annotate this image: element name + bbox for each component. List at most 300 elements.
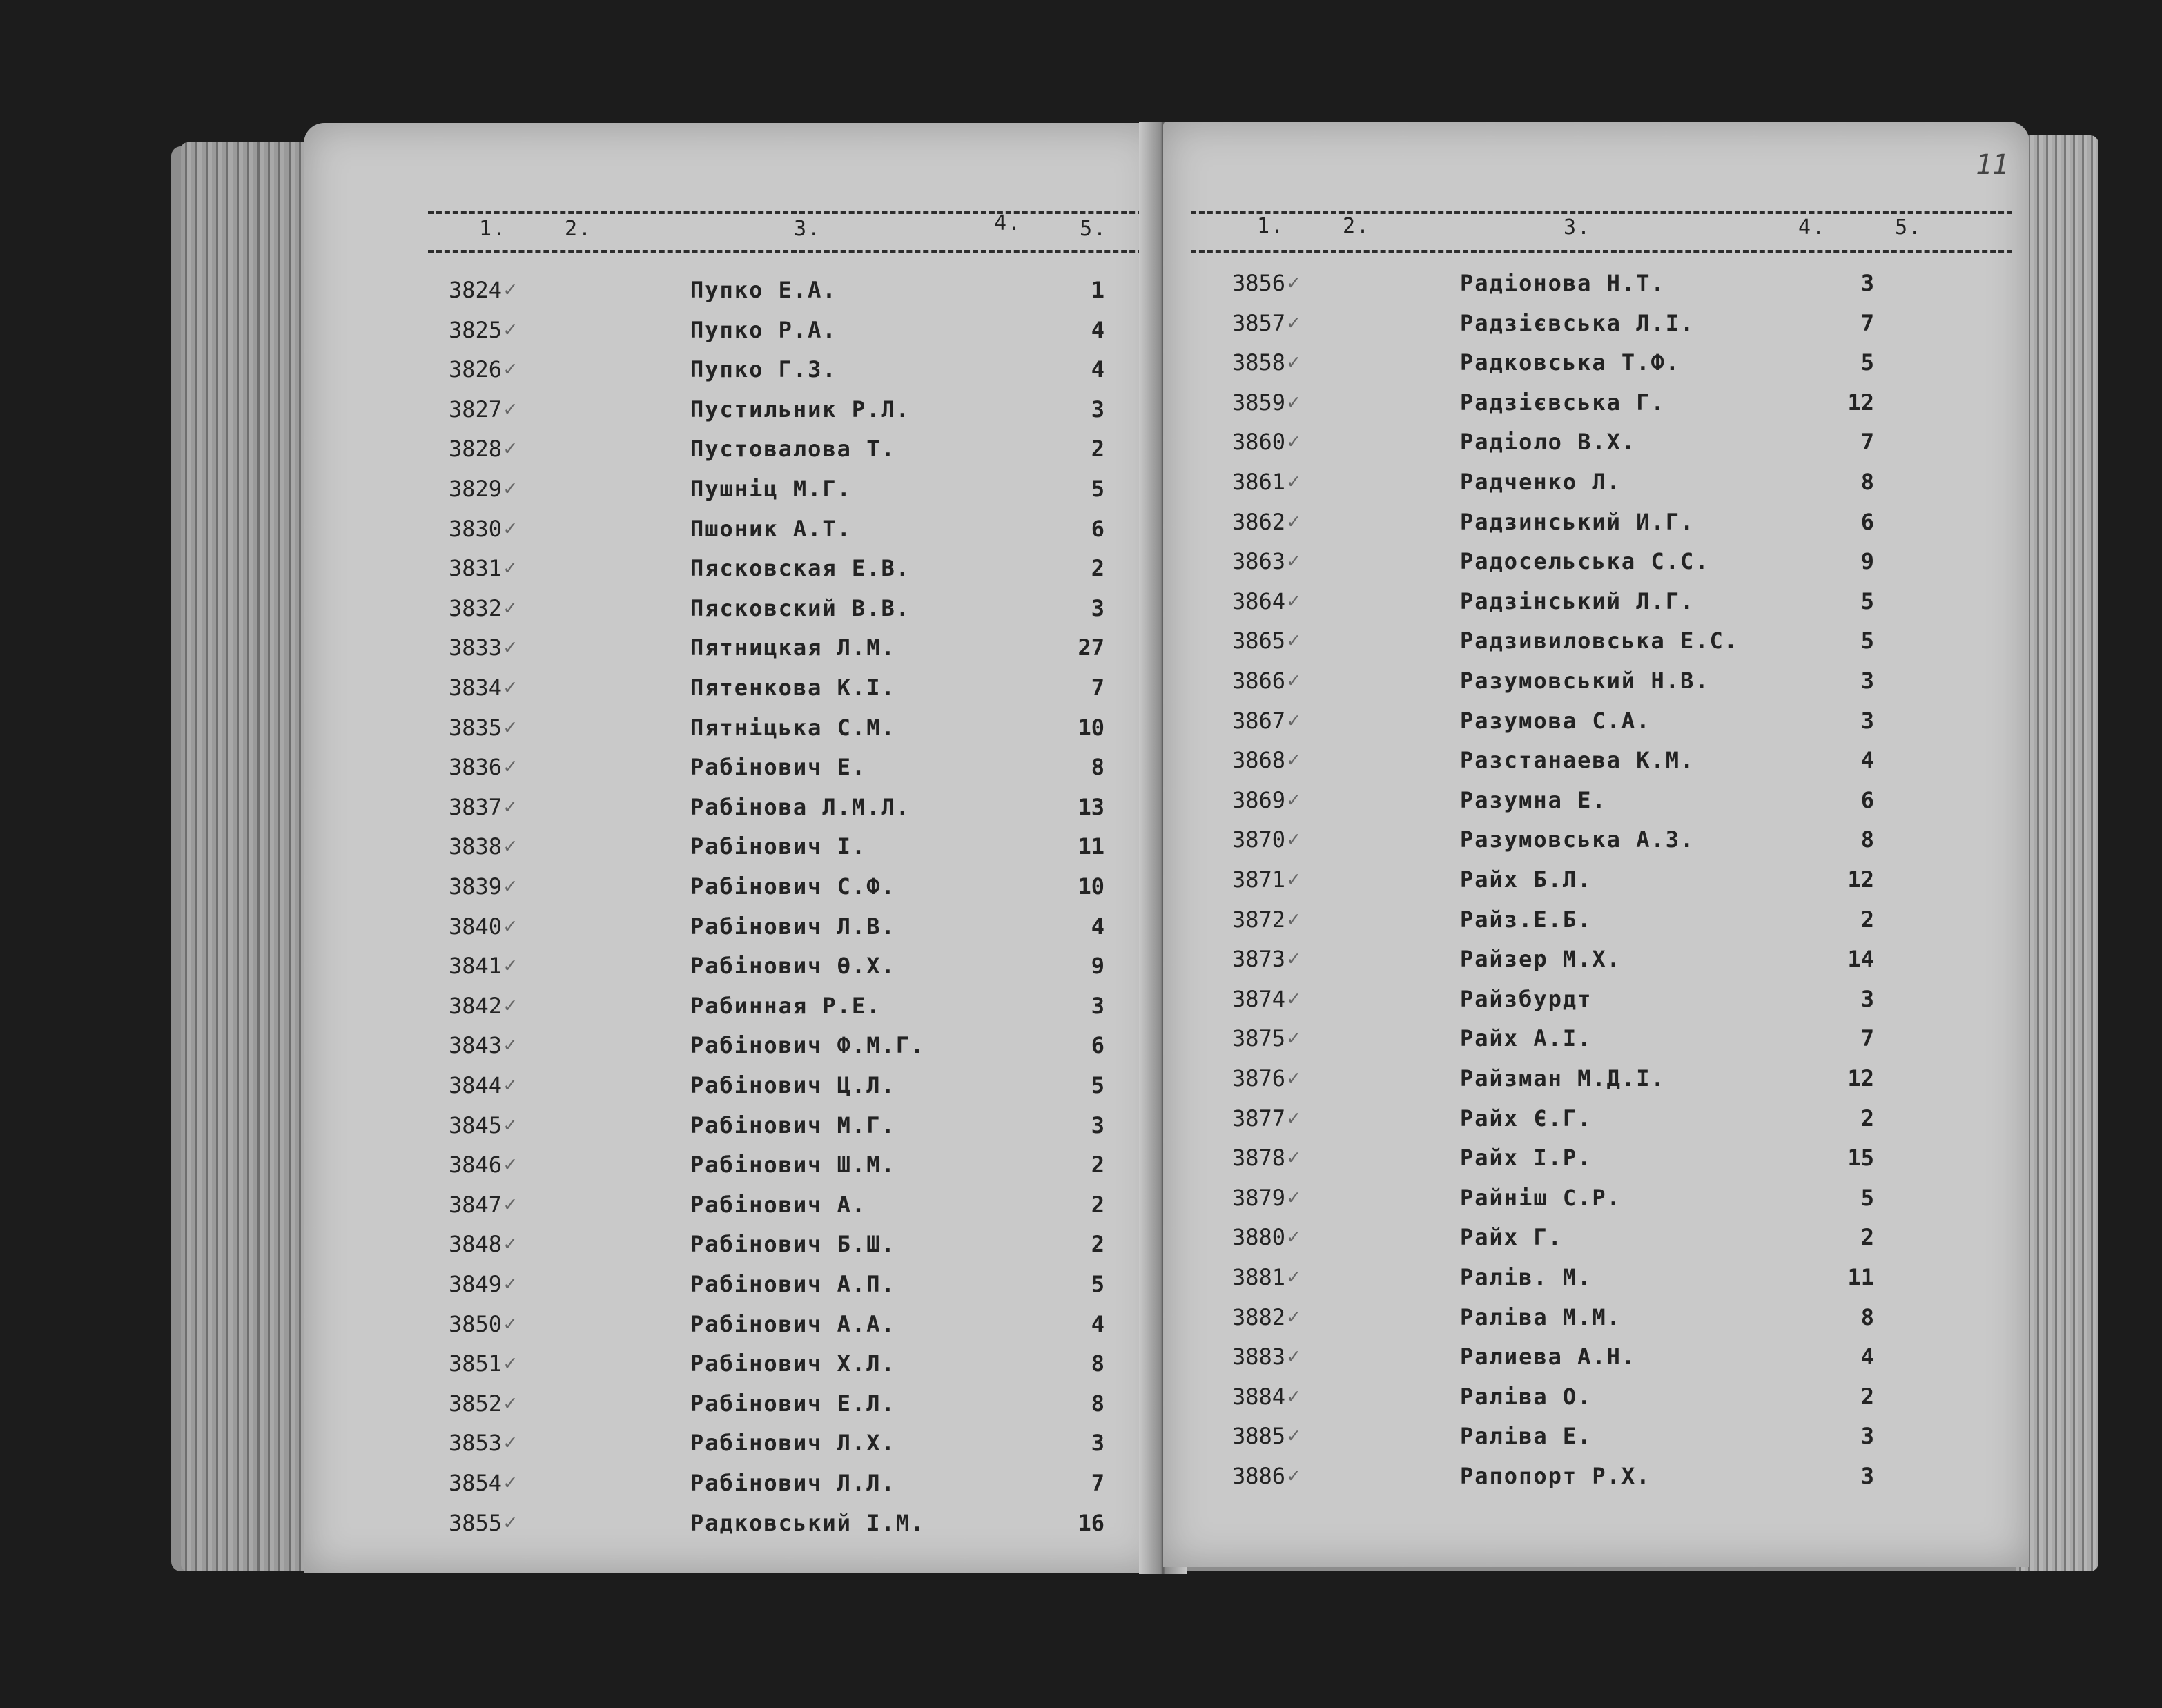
- entry-value: 13: [1078, 793, 1104, 820]
- entry-value: 6: [1091, 1032, 1104, 1059]
- entry-name: Раліва Е.: [1460, 1423, 1593, 1450]
- entry-row: [1163, 826, 2029, 864]
- entry-number: 3861: [1232, 469, 1286, 495]
- check-mark-icon: ✓: [1287, 429, 1301, 454]
- check-mark-icon: ✓: [504, 1351, 517, 1376]
- entry-name: Рабінович Б.Ш.: [690, 1231, 896, 1258]
- check-mark-icon: ✓: [1287, 1344, 1301, 1369]
- entry-number: 3867: [1232, 707, 1286, 734]
- entry-row: [304, 316, 1160, 355]
- entry-row: [304, 1151, 1160, 1190]
- entry-row: [304, 753, 1160, 792]
- entry-row: [304, 952, 1160, 991]
- entry-name: Радзієвська Л.І.: [1460, 309, 1695, 336]
- entry-value: 6: [1860, 786, 1874, 813]
- entry-value: 4: [1860, 747, 1874, 774]
- entry-name: Разумна Е.: [1460, 786, 1607, 813]
- entry-name: Разстанаева К.М.: [1460, 747, 1695, 774]
- entry-value: 15: [1847, 1145, 1874, 1172]
- entry-name: Раліва О.: [1460, 1383, 1593, 1410]
- entry-number: 3827: [449, 396, 503, 423]
- check-mark-icon: ✓: [504, 317, 517, 342]
- check-mark-icon: ✓: [504, 834, 517, 859]
- check-mark-icon: ✓: [1287, 867, 1301, 891]
- check-mark-icon: ✓: [1287, 1026, 1301, 1051]
- entry-name: Рабінович А.П.: [690, 1271, 896, 1297]
- entry-number: 3828: [449, 436, 503, 463]
- entry-row: [1163, 1383, 2029, 1421]
- check-mark-icon: ✓: [1287, 708, 1301, 732]
- entry-row: [1163, 588, 2029, 626]
- entry-name: Раліва М.М.: [1460, 1303, 1622, 1330]
- entry-name: Рабінович Е.: [690, 754, 867, 781]
- entry-number: 3857: [1232, 309, 1286, 336]
- entry-value: 4: [1091, 913, 1104, 940]
- entry-number: 3873: [1232, 946, 1286, 973]
- entry-value: 3: [1091, 594, 1104, 621]
- entry-row: [304, 1509, 1160, 1548]
- entry-name: Пясковская Е.В.: [690, 555, 910, 582]
- entry-value: 2: [1860, 1105, 1874, 1132]
- entry-name: Радзинський И.Г.: [1460, 508, 1695, 535]
- entry-row: [1163, 945, 2029, 984]
- entry-name: Радченко Л.: [1460, 469, 1622, 495]
- entry-number: 3855: [449, 1509, 503, 1536]
- entry-number: 3839: [449, 873, 503, 900]
- entry-name: Ралів. М.: [1460, 1264, 1593, 1290]
- entry-value: 7: [1860, 1025, 1874, 1052]
- check-mark-icon: ✓: [504, 1192, 517, 1216]
- check-mark-icon: ✓: [1287, 1145, 1301, 1170]
- check-mark-icon: ✓: [504, 913, 517, 938]
- entry-number: 3880: [1232, 1224, 1286, 1251]
- check-mark-icon: ✓: [1287, 271, 1301, 295]
- left-page: [304, 123, 1160, 1573]
- header-col-2-right: 2.: [1343, 214, 1371, 238]
- entry-value: 9: [1091, 953, 1104, 980]
- entry-row: [304, 594, 1160, 633]
- entry-number: 3872: [1232, 906, 1286, 933]
- entry-row: [304, 992, 1160, 1031]
- entry-row: [1163, 746, 2029, 785]
- entry-name: Рабінович Е.Л.: [690, 1390, 896, 1417]
- entry-row: [304, 1071, 1160, 1110]
- check-mark-icon: ✓: [1287, 1424, 1301, 1448]
- entry-value: 5: [1860, 628, 1874, 654]
- check-mark-icon: ✓: [504, 396, 517, 421]
- entry-value: 1: [1091, 277, 1104, 303]
- check-mark-icon: ✓: [1287, 628, 1301, 653]
- entry-name: Рабінович Ф.М.Г.: [690, 1032, 926, 1059]
- entry-value: 7: [1091, 675, 1104, 701]
- right-page: [1163, 122, 2029, 1567]
- entry-name: Рабінова Л.М.Л.: [690, 793, 910, 820]
- entry-row: [304, 913, 1160, 951]
- entry-name: Райх Б.Л.: [1460, 866, 1593, 893]
- entry-name: Рабінович Л.В.: [690, 913, 896, 940]
- entry-number: 3876: [1232, 1065, 1286, 1091]
- entry-number: 3865: [1232, 628, 1286, 654]
- entry-value: 9: [1860, 548, 1874, 575]
- entry-value: 7: [1860, 429, 1874, 456]
- entry-number: 3831: [449, 555, 503, 582]
- check-mark-icon: ✓: [1287, 1464, 1301, 1488]
- entry-value: 11: [1078, 833, 1104, 860]
- entry-name: Рабінович М.Г.: [690, 1112, 896, 1138]
- entry-row: [1163, 1263, 2029, 1302]
- entry-value: 12: [1847, 1065, 1874, 1091]
- entry-name: Радіонова Н.Т.: [1460, 270, 1666, 296]
- entry-number: 3844: [449, 1072, 503, 1098]
- entry-value: 12: [1847, 866, 1874, 893]
- entry-name: Райх А.І.: [1460, 1025, 1593, 1052]
- entry-number: 3866: [1232, 668, 1286, 694]
- entry-number: 3884: [1232, 1383, 1286, 1410]
- entry-row: [304, 1429, 1160, 1468]
- entry-name: Пупко Г.З.: [690, 356, 837, 383]
- header-col-5-right: 5.: [1895, 215, 1923, 240]
- check-mark-icon: ✓: [1287, 1384, 1301, 1408]
- check-mark-icon: ✓: [1287, 906, 1301, 931]
- entry-value: 3: [1860, 707, 1874, 734]
- entry-row: [1163, 389, 2029, 427]
- entry-value: 7: [1091, 1470, 1104, 1496]
- entry-value: 2: [1091, 1191, 1104, 1218]
- entry-name: Пясковский В.В.: [690, 594, 910, 621]
- check-mark-icon: ✓: [1287, 1225, 1301, 1250]
- entry-name: Пшоник А.Т.: [690, 515, 852, 542]
- entry-number: 3836: [449, 754, 503, 781]
- entry-name: Пушніц М.Г.: [690, 476, 852, 502]
- entry-row: [1163, 1144, 2029, 1183]
- check-mark-icon: ✓: [504, 675, 517, 699]
- entry-number: 3885: [1232, 1423, 1286, 1450]
- entry-value: 11: [1847, 1264, 1874, 1290]
- entry-value: 14: [1847, 946, 1874, 973]
- entry-value: 5: [1091, 1072, 1104, 1098]
- entry-row: [304, 1191, 1160, 1230]
- check-mark-icon: ✓: [504, 1311, 517, 1336]
- entry-number: 3862: [1232, 508, 1286, 535]
- entry-name: Райніш С.Р.: [1460, 1184, 1622, 1211]
- entry-number: 3843: [449, 1032, 503, 1059]
- entry-value: 3: [1860, 668, 1874, 694]
- entry-number: 3835: [449, 714, 503, 741]
- entry-value: 3: [1860, 1423, 1874, 1450]
- entry-number: 3850: [449, 1310, 503, 1337]
- check-mark-icon: ✓: [1287, 350, 1301, 375]
- check-mark-icon: ✓: [504, 556, 517, 581]
- entry-name: Радковська Т.Ф.: [1460, 349, 1680, 376]
- entry-name: Рапопорт Р.Х.: [1460, 1463, 1651, 1489]
- entry-name: Райзер М.Х.: [1460, 946, 1622, 973]
- check-mark-icon: ✓: [504, 516, 517, 541]
- entry-row: [304, 674, 1160, 712]
- entry-row: [1163, 349, 2029, 387]
- entry-name: Райх І.Р.: [1460, 1145, 1593, 1172]
- entry-name: Рабінович І.: [690, 833, 867, 860]
- entry-value: 4: [1091, 356, 1104, 383]
- entry-name: Пятницкая Л.М.: [690, 634, 896, 661]
- entry-value: 3: [1860, 270, 1874, 296]
- entry-row: [304, 554, 1160, 593]
- entry-number: 3830: [449, 515, 503, 542]
- check-mark-icon: ✓: [504, 1112, 517, 1137]
- entry-row: [1163, 786, 2029, 825]
- entry-name: Рабінович Ш.М.: [690, 1152, 896, 1178]
- entry-name: Райзбурдт: [1460, 985, 1593, 1012]
- entry-row: [1163, 428, 2029, 467]
- check-mark-icon: ✓: [504, 1033, 517, 1058]
- entry-number: 3878: [1232, 1145, 1286, 1172]
- entry-number: 3840: [449, 913, 503, 940]
- entry-row: [1163, 1303, 2029, 1342]
- entry-row: [304, 634, 1160, 672]
- check-mark-icon: ✓: [1287, 310, 1301, 335]
- check-mark-icon: ✓: [1287, 1304, 1301, 1329]
- entry-value: 5: [1860, 588, 1874, 614]
- entry-value: 8: [1091, 1390, 1104, 1417]
- check-mark-icon: ✓: [504, 953, 517, 978]
- entry-value: 3: [1091, 1430, 1104, 1457]
- check-mark-icon: ✓: [504, 476, 517, 501]
- check-mark-icon: ✓: [504, 1152, 517, 1177]
- entry-number: 3883: [1232, 1343, 1286, 1370]
- entry-name: Ралиева А.Н.: [1460, 1343, 1637, 1370]
- entry-name: Рабінович А.: [690, 1191, 867, 1218]
- entry-name: Пустовалова Т.: [690, 436, 896, 463]
- entry-row: [304, 793, 1160, 832]
- entry-number: 3854: [449, 1470, 503, 1496]
- entry-name: Радзінський Л.Г.: [1460, 588, 1695, 614]
- entry-value: 8: [1860, 1303, 1874, 1330]
- entry-name: Райх Г.: [1460, 1224, 1563, 1251]
- check-mark-icon: ✓: [504, 1390, 517, 1415]
- check-mark-icon: ✓: [504, 755, 517, 779]
- entry-number: 3832: [449, 594, 503, 621]
- check-mark-icon: ✓: [1287, 469, 1301, 494]
- entry-value: 8: [1091, 1350, 1104, 1377]
- check-mark-icon: ✓: [1287, 1185, 1301, 1210]
- entry-number: 3860: [1232, 429, 1286, 456]
- check-mark-icon: ✓: [504, 278, 517, 302]
- entry-number: 3871: [1232, 866, 1286, 893]
- entry-name: Рабинная Р.Е.: [690, 992, 882, 1019]
- entry-name: Пятніцька С.М.: [690, 714, 896, 741]
- entry-number: 3825: [449, 316, 503, 343]
- entry-number: 3881: [1232, 1264, 1286, 1290]
- entry-row: [304, 1112, 1160, 1150]
- entry-row: [1163, 468, 2029, 507]
- page-number-mark: 11: [1975, 149, 2009, 181]
- entry-number: 3845: [449, 1112, 503, 1138]
- header-col-4: 4.: [994, 211, 1022, 235]
- entry-number: 3875: [1232, 1025, 1286, 1052]
- entry-name: Радзієвська Г.: [1460, 389, 1666, 416]
- check-mark-icon: ✓: [1287, 1066, 1301, 1090]
- check-mark-icon: ✓: [504, 874, 517, 898]
- entry-row: [1163, 508, 2029, 547]
- check-mark-icon: ✓: [1287, 827, 1301, 852]
- page-stack-left: [181, 142, 319, 1571]
- check-mark-icon: ✓: [1287, 947, 1301, 971]
- entry-row: [1163, 627, 2029, 666]
- entry-value: 5: [1091, 1271, 1104, 1297]
- check-mark-icon: ✓: [504, 1430, 517, 1455]
- entry-row: [1163, 906, 2029, 944]
- entry-number: 3864: [1232, 588, 1286, 614]
- entry-name: Радковський І.М.: [690, 1509, 926, 1536]
- entry-row: [1163, 1343, 2029, 1381]
- entry-value: 12: [1847, 389, 1874, 416]
- entry-number: 3858: [1232, 349, 1286, 376]
- entry-number: 3869: [1232, 786, 1286, 813]
- entry-value: 2: [1860, 1224, 1874, 1251]
- header-rule-top: [428, 211, 1160, 214]
- check-mark-icon: ✓: [1287, 986, 1301, 1011]
- entry-number: 3886: [1232, 1463, 1286, 1489]
- entry-name: Разумова С.А.: [1460, 707, 1651, 734]
- entry-row: [304, 1469, 1160, 1508]
- entry-row: [304, 1390, 1160, 1428]
- entry-row: [1163, 1184, 2029, 1223]
- entry-row: [1163, 1065, 2029, 1103]
- entry-number: 3826: [449, 356, 503, 383]
- entry-row: [1163, 1025, 2029, 1063]
- entry-name: Пупко Р.А.: [690, 316, 837, 343]
- entry-row: [304, 515, 1160, 554]
- entry-row: [304, 1310, 1160, 1349]
- entry-row: [304, 435, 1160, 474]
- entry-row: [304, 1350, 1160, 1388]
- entry-name: Райзман М.Д.І.: [1460, 1065, 1666, 1091]
- entry-name: Рабінович С.Ф.: [690, 873, 896, 900]
- entry-value: 8: [1091, 754, 1104, 781]
- header-col-3: 3.: [794, 217, 822, 241]
- check-mark-icon: ✓: [1287, 549, 1301, 574]
- entry-number: 3851: [449, 1350, 503, 1377]
- header-rule-top-right: [1191, 211, 2012, 214]
- entry-value: 8: [1860, 469, 1874, 495]
- entry-value: 2: [1860, 906, 1874, 933]
- entry-row: [1163, 547, 2029, 586]
- check-mark-icon: ✓: [1287, 748, 1301, 773]
- entry-number: 3849: [449, 1271, 503, 1297]
- check-mark-icon: ✓: [1287, 1265, 1301, 1289]
- entry-row: [304, 475, 1160, 514]
- entry-row: [304, 396, 1160, 434]
- entry-name: Рабінович Л.Х.: [690, 1430, 896, 1457]
- entry-name: Райх Є.Г.: [1460, 1105, 1593, 1132]
- entry-row: [304, 833, 1160, 871]
- entry-name: Пупко Е.А.: [690, 277, 837, 303]
- header-col-3-right: 3.: [1564, 215, 1592, 240]
- entry-row: [1163, 866, 2029, 904]
- entry-value: 6: [1091, 515, 1104, 542]
- check-mark-icon: ✓: [504, 635, 517, 660]
- check-mark-icon: ✓: [504, 357, 517, 382]
- entry-row: [1163, 667, 2029, 706]
- header-col-1: 1.: [479, 217, 507, 241]
- entry-number: 3879: [1232, 1184, 1286, 1211]
- entry-number: 3833: [449, 634, 503, 661]
- entry-value: 3: [1091, 1112, 1104, 1138]
- entry-number: 3838: [449, 833, 503, 860]
- check-mark-icon: ✓: [1287, 1105, 1301, 1130]
- entry-name: Рабінович А.А.: [690, 1310, 896, 1337]
- header-col-5: 5.: [1080, 217, 1108, 241]
- entry-number: 3824: [449, 277, 503, 303]
- check-mark-icon: ✓: [504, 794, 517, 819]
- check-mark-icon: ✓: [504, 1232, 517, 1256]
- check-mark-icon: ✓: [504, 1510, 517, 1535]
- check-mark-icon: ✓: [504, 993, 517, 1018]
- entry-number: 3842: [449, 992, 503, 1019]
- entry-value: 2: [1091, 555, 1104, 582]
- entry-row: [304, 276, 1160, 315]
- check-mark-icon: ✓: [504, 436, 517, 461]
- entry-value: 27: [1078, 634, 1104, 661]
- entry-number: 3841: [449, 953, 503, 980]
- entry-number: 3877: [1232, 1105, 1286, 1132]
- entry-number: 3847: [449, 1191, 503, 1218]
- entry-value: 3: [1091, 396, 1104, 423]
- entry-name: Пустильник Р.Л.: [690, 396, 910, 423]
- check-mark-icon: ✓: [504, 715, 517, 739]
- entry-name: Радіоло В.Х.: [1460, 429, 1637, 456]
- entry-row: [1163, 1462, 2029, 1501]
- entry-value: 4: [1091, 316, 1104, 343]
- entry-number: 3870: [1232, 826, 1286, 853]
- entry-number: 3834: [449, 675, 503, 701]
- entry-row: [1163, 985, 2029, 1024]
- check-mark-icon: ✓: [504, 1272, 517, 1296]
- entry-value: 8: [1860, 826, 1874, 853]
- entry-value: 2: [1091, 1231, 1104, 1258]
- entry-row: [1163, 309, 2029, 348]
- entry-value: 3: [1860, 985, 1874, 1012]
- entry-value: 5: [1860, 1184, 1874, 1211]
- check-mark-icon: ✓: [504, 1073, 517, 1097]
- entry-number: 3852: [449, 1390, 503, 1417]
- entry-name: Рабінович Х.Л.: [690, 1350, 896, 1377]
- entry-name: Пятенкова К.І.: [690, 675, 896, 701]
- header-col-2: 2.: [565, 217, 593, 241]
- entry-number: 3853: [449, 1430, 503, 1457]
- entry-name: Радосельська С.С.: [1460, 548, 1710, 575]
- entry-value: 4: [1091, 1310, 1104, 1337]
- entry-row: [304, 714, 1160, 753]
- entry-number: 3863: [1232, 548, 1286, 575]
- entry-row: [1163, 707, 2029, 746]
- entry-number: 3868: [1232, 747, 1286, 774]
- entry-row: [304, 1270, 1160, 1309]
- entry-value: 5: [1860, 349, 1874, 376]
- entry-value: 2: [1860, 1383, 1874, 1410]
- entry-value: 6: [1860, 508, 1874, 535]
- entry-name: Рабінович Л.Л.: [690, 1470, 896, 1496]
- entry-number: 3874: [1232, 985, 1286, 1012]
- entry-name: Рабінович Ц.Л.: [690, 1072, 896, 1098]
- entry-row: [1163, 1105, 2029, 1143]
- header-rule-bottom: [428, 250, 1160, 253]
- entry-value: 16: [1078, 1509, 1104, 1536]
- check-mark-icon: ✓: [1287, 787, 1301, 812]
- entry-number: 3859: [1232, 389, 1286, 416]
- entry-row: [1163, 269, 2029, 308]
- entry-value: 7: [1860, 309, 1874, 336]
- entry-value: 2: [1091, 1152, 1104, 1178]
